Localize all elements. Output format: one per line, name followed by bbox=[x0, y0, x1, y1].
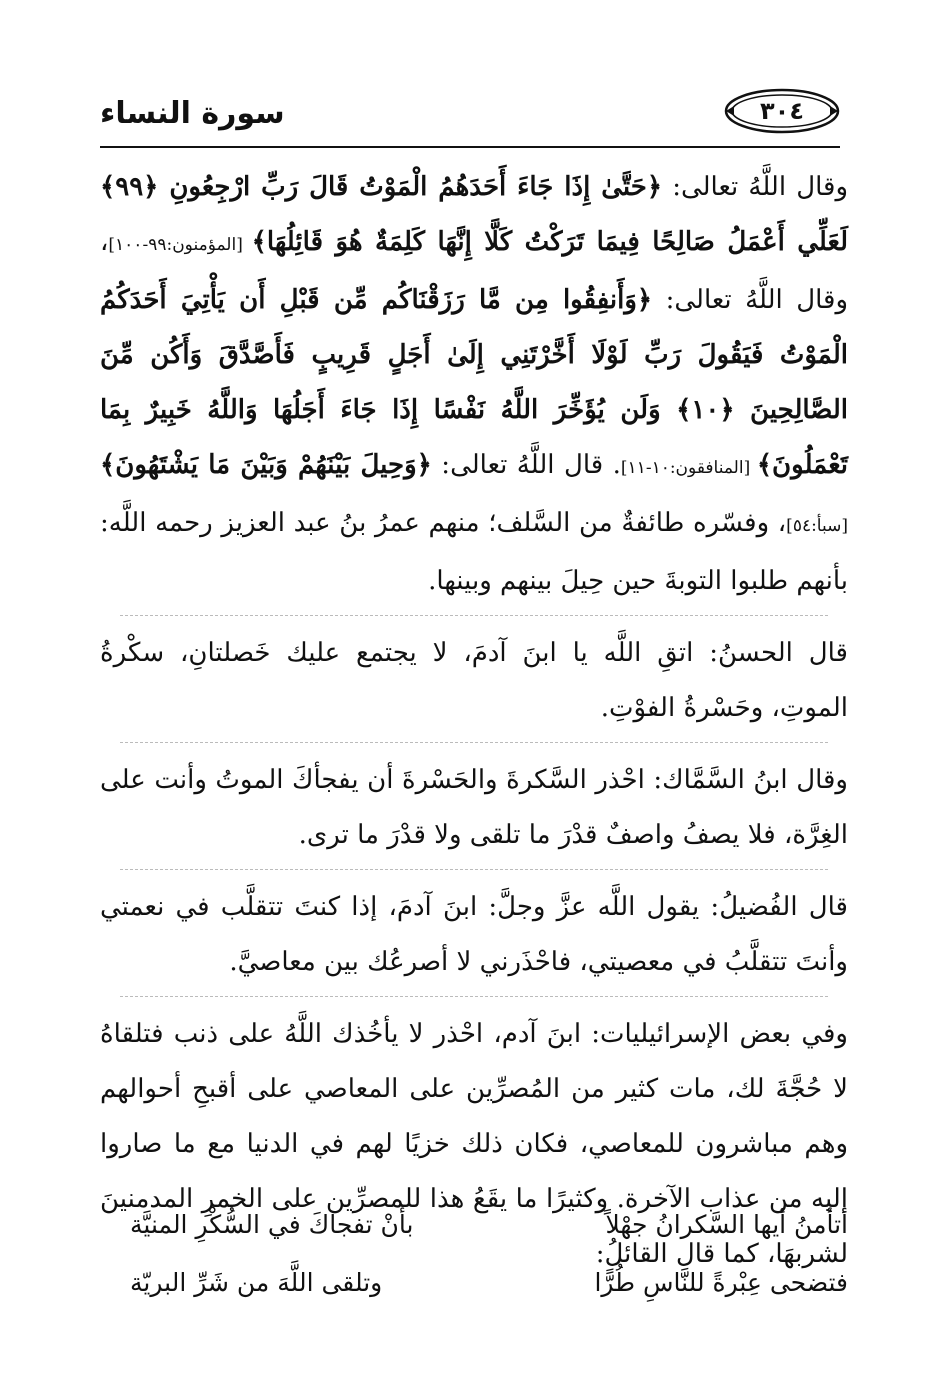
verse-reference: [المنافقون:١٠-١١] bbox=[620, 458, 757, 478]
paragraph-text: . قال اللَّهُ تعالى: bbox=[431, 450, 621, 480]
poem-hemistich-first: فتضحى عِبْرةً للنَّاسِ طُرًّا bbox=[594, 1268, 848, 1297]
verse-reference: [المؤمنون:٩٩-١٠٠] bbox=[108, 235, 252, 255]
paragraph bbox=[100, 160, 848, 609]
poem bbox=[130, 1196, 848, 1312]
quran-verse: ﴿وَأَنفِقُوا مِن مَّا رَزَقْنَاكُم مِّن قَبْلِ أَن يَأْتِيَ أَحَدَكُمُ الْمَوْتُ فَيَقُولَ رَبِّ لَوْلَا أَخَّرْتَنِي إِلَىٰ أَجَلٍ قَرِيبٍ فَأَصَّدَّقَ وَأَكُن مِّنَ الصَّالِحِينَ ﴿١٠﴾ وَلَن يُؤَخِّرَ اللَّهُ نَفْسًا إِذَا جَاءَ أَجَلُهَا وَاللَّهُ خَبِيرٌ بِمَا تَعْمَلُونَ﴾ bbox=[100, 285, 849, 480]
poem-line bbox=[130, 1196, 848, 1254]
paragraph-text: وقال ابنُ السَّمَّاك: احْذر السَّكرةَ والحَسْرةَ أن يفجأكَ الموتُ وأنت على الغِرَّة، فلا يصفُ واصفٌ قدْرَ ما تلقى ولا قدْرَ ما ترى. bbox=[100, 765, 848, 850]
paragraph-text: وفي بعض الإسرائيليات: ابنَ آدم، احْذر لا يأخُذك اللَّهُ على ذنب فتلقاهُ لا حُجَّةَ لك، مات كثير من المُصرِّين على المعاصي على أقبحِ أحوالهم وهم مباشرون للمعاصي، فكان ذلك خزيًا لهم في الدنيا مع ما صاروا إليه من عذاب الآخرة. وكثيرًا ما يقَعُ هذا للمصرِّين على الخمرِ المدمنينَ لشربهَا، كما قال القائلُ: bbox=[100, 1019, 848, 1269]
page-header bbox=[100, 78, 840, 148]
paragraph-separator bbox=[120, 615, 828, 616]
poem-hemistich-second: وتلقى اللَّهَ من شَرِّ البريّة bbox=[130, 1268, 383, 1297]
paragraph bbox=[100, 626, 848, 736]
verse-reference: [سبأ:٥٤] bbox=[786, 516, 848, 536]
paragraph-text: قال الفُضيلُ: يقول اللَّه عزَّ وجلَّ: ابنَ آدمَ، إذا كنتَ تتقلَّب في نعمتي وأنتَ تتقلَّبُ في معصيتي، فاحْذَرني لا أصرعُك بين معاصيَّ. bbox=[100, 892, 848, 977]
quran-verse: ﴿حَتَّىٰ إِذَا جَاءَ أَحَدَهُمُ الْمَوْتُ قَالَ رَبِّ ارْجِعُونِ ﴿٩٩﴾ لَعَلِّي أَعْمَلُ صَالِحًا فِيمَا تَرَكْتُ كَلَّا إِنَّهَا كَلِمَةٌ هُوَ قَائِلُهَا﴾ bbox=[100, 172, 849, 257]
paragraph bbox=[100, 753, 848, 863]
paragraph-text: وقال اللَّهُ تعالى: bbox=[662, 172, 848, 202]
paragraph-text: قال الحسنُ: اتقِ اللَّه يا ابنَ آدمَ، لا يجتمع عليك خَصلتانِ، سكْرةُ الموتِ، وحَسْرةُ الفوْتِ. bbox=[100, 638, 848, 723]
paragraph-separator bbox=[120, 996, 828, 997]
page-number-badge bbox=[724, 88, 840, 134]
page-number: ٣٠٤ bbox=[760, 97, 804, 125]
poem-hemistich-second: بأنْ تفجاكَ في السُّكْرِ المنيَّة bbox=[130, 1210, 414, 1239]
surah-title: سورة النساء bbox=[100, 96, 285, 131]
paragraph-separator bbox=[120, 742, 828, 743]
poem-line bbox=[130, 1254, 848, 1312]
paragraph-separator bbox=[120, 869, 828, 870]
body-text bbox=[100, 160, 848, 1282]
quran-verse: ﴿وَحِيلَ بَيْنَهُمْ وَبَيْنَ مَا يَشْتَهُونَ﴾ bbox=[100, 450, 432, 480]
paragraph-text: ، وقال اللَّهُ تعالى: bbox=[100, 227, 848, 315]
paragraph bbox=[100, 880, 848, 990]
poem-hemistich-first: أتأمنُ أيها السَّكرانُ جهْلاً bbox=[605, 1210, 848, 1239]
header-rule bbox=[100, 146, 840, 148]
paragraph-text: ، وفسّره طائفةٌ من السَّلف؛ منهم عمرُ بنُ عبد العزيز رحمه اللَّه: بأنهم طلبوا التوبةَ حين حِيلَ بينهم وبينها. bbox=[100, 508, 848, 596]
